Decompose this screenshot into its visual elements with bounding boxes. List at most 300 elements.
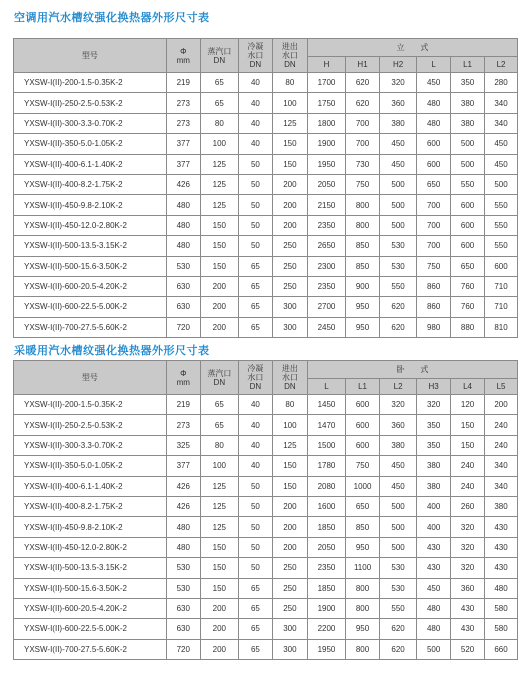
value-cell: 400	[417, 517, 451, 537]
value-cell: 125	[200, 517, 238, 537]
value-cell: 600	[485, 256, 518, 276]
value-cell: 360	[380, 415, 417, 435]
value-cell: 200	[272, 195, 307, 215]
value-cell: 2350	[307, 215, 345, 235]
table-row	[14, 93, 518, 113]
value-cell: 50	[238, 476, 272, 496]
value-cell: 350	[417, 415, 451, 435]
value-cell: 850	[346, 236, 380, 256]
value-cell: 200	[200, 639, 238, 659]
value-cell: 320	[380, 73, 417, 93]
value-cell: 860	[417, 276, 451, 296]
table-row	[14, 134, 518, 154]
table-row	[14, 435, 518, 455]
value-cell: 550	[380, 276, 417, 296]
header-water-port: 进出 水口 DN	[272, 39, 307, 73]
value-cell: 530	[380, 256, 417, 276]
value-cell: 340	[485, 456, 518, 476]
value-cell: 530	[380, 558, 417, 578]
value-cell: 250	[272, 578, 307, 598]
model-cell: YXSW-I(II)-600-22.5-5.00K-2	[14, 619, 167, 639]
value-cell: 580	[485, 619, 518, 639]
value-cell: 377	[166, 456, 200, 476]
value-cell: 500	[417, 639, 451, 659]
value-cell: 200	[272, 537, 307, 557]
header-dim: L	[307, 379, 345, 395]
value-cell: 430	[451, 598, 485, 618]
table-row	[14, 619, 518, 639]
value-cell: 550	[485, 215, 518, 235]
model-cell: YXSW-I(II)-250-2.5-0.53K-2	[14, 93, 167, 113]
value-cell: 2350	[307, 558, 345, 578]
value-cell: 2050	[307, 174, 345, 194]
value-cell: 65	[238, 276, 272, 296]
value-cell: 120	[451, 395, 485, 415]
value-cell: 65	[200, 73, 238, 93]
value-cell: 100	[272, 93, 307, 113]
value-cell: 40	[238, 73, 272, 93]
header-water-port: 进出 水口 DN	[272, 361, 307, 395]
value-cell: 620	[380, 317, 417, 337]
value-cell: 500	[380, 215, 417, 235]
value-cell: 750	[346, 456, 380, 476]
value-cell: 450	[485, 154, 518, 174]
value-cell: 600	[451, 195, 485, 215]
value-cell: 40	[238, 395, 272, 415]
model-cell: YXSW-I(II)-500-15.6-3.50K-2	[14, 256, 167, 276]
model-cell: YXSW-I(II)-350-5.0-1.05K-2	[14, 134, 167, 154]
value-cell: 1700	[307, 73, 345, 93]
table-row	[14, 236, 518, 256]
value-cell: 50	[238, 154, 272, 174]
value-cell: 450	[380, 154, 417, 174]
header-dim: L2	[485, 57, 518, 73]
value-cell: 480	[417, 93, 451, 113]
value-cell: 720	[166, 317, 200, 337]
value-cell: 500	[451, 154, 485, 174]
value-cell: 80	[200, 113, 238, 133]
value-cell: 240	[485, 415, 518, 435]
value-cell: 250	[272, 276, 307, 296]
value-cell: 620	[346, 73, 380, 93]
value-cell: 600	[451, 215, 485, 235]
value-cell: 1900	[307, 598, 345, 618]
model-cell: YXSW-I(II)-300-3.3-0.70K-2	[14, 113, 167, 133]
value-cell: 600	[417, 154, 451, 174]
table-row	[14, 496, 518, 516]
value-cell: 260	[451, 496, 485, 516]
value-cell: 530	[166, 256, 200, 276]
value-cell: 650	[346, 496, 380, 516]
value-cell: 50	[238, 195, 272, 215]
value-cell: 700	[417, 215, 451, 235]
value-cell: 700	[417, 195, 451, 215]
value-cell: 125	[200, 154, 238, 174]
value-cell: 240	[451, 456, 485, 476]
value-cell: 150	[451, 435, 485, 455]
value-cell: 125	[200, 174, 238, 194]
value-cell: 50	[238, 496, 272, 516]
value-cell: 50	[238, 558, 272, 578]
value-cell: 65	[238, 578, 272, 598]
value-cell: 730	[346, 154, 380, 174]
value-cell: 850	[346, 517, 380, 537]
header-condensate-outlet: 冷凝 水口 DN	[238, 361, 272, 395]
value-cell: 65	[238, 598, 272, 618]
value-cell: 65	[238, 317, 272, 337]
value-cell: 100	[200, 134, 238, 154]
value-cell: 200	[200, 598, 238, 618]
value-cell: 900	[346, 276, 380, 296]
value-cell: 200	[200, 297, 238, 317]
value-cell: 280	[485, 73, 518, 93]
header-condensate-outlet: 冷凝 水口 DN	[238, 39, 272, 73]
value-cell: 1750	[307, 93, 345, 113]
table-row	[14, 215, 518, 235]
value-cell: 500	[485, 174, 518, 194]
model-cell: YXSW-I(II)-600-22.5-5.00K-2	[14, 297, 167, 317]
value-cell: 340	[485, 476, 518, 496]
value-cell: 377	[166, 154, 200, 174]
value-cell: 480	[166, 517, 200, 537]
value-cell: 710	[485, 297, 518, 317]
model-cell: YXSW-I(II)-450-9.8-2.10K-2	[14, 195, 167, 215]
value-cell: 530	[166, 558, 200, 578]
value-cell: 200	[200, 276, 238, 296]
value-cell: 200	[272, 174, 307, 194]
table-row	[14, 395, 518, 415]
model-cell: YXSW-I(II)-200-1.5-0.35K-2	[14, 395, 167, 415]
value-cell: 125	[272, 435, 307, 455]
value-cell: 450	[485, 134, 518, 154]
value-cell: 250	[272, 236, 307, 256]
table1-title: 空调用汽水槽纹强化换热器外形尺寸表	[14, 11, 210, 24]
value-cell: 400	[417, 496, 451, 516]
value-cell: 360	[380, 93, 417, 113]
header-dim: L4	[451, 379, 485, 395]
value-cell: 65	[238, 619, 272, 639]
value-cell: 200	[200, 317, 238, 337]
value-cell: 2350	[307, 276, 345, 296]
value-cell: 320	[380, 395, 417, 415]
value-cell: 430	[451, 619, 485, 639]
value-cell: 700	[417, 236, 451, 256]
value-cell: 100	[200, 456, 238, 476]
value-cell: 980	[417, 317, 451, 337]
value-cell: 200	[485, 395, 518, 415]
value-cell: 710	[485, 276, 518, 296]
value-cell: 325	[166, 435, 200, 455]
value-cell: 480	[166, 215, 200, 235]
value-cell: 650	[451, 256, 485, 276]
header-dim: L	[417, 57, 451, 73]
value-cell: 800	[346, 578, 380, 598]
value-cell: 550	[485, 236, 518, 256]
value-cell: 1850	[307, 578, 345, 598]
value-cell: 150	[272, 134, 307, 154]
value-cell: 50	[238, 174, 272, 194]
value-cell: 630	[166, 598, 200, 618]
value-cell: 250	[272, 598, 307, 618]
value-cell: 500	[380, 537, 417, 557]
value-cell: 2700	[307, 297, 345, 317]
value-cell: 700	[346, 134, 380, 154]
value-cell: 450	[380, 456, 417, 476]
value-cell: 65	[238, 297, 272, 317]
value-cell: 150	[200, 558, 238, 578]
value-cell: 530	[380, 236, 417, 256]
value-cell: 550	[485, 195, 518, 215]
header-dim: L1	[346, 379, 380, 395]
table-row	[14, 639, 518, 659]
value-cell: 450	[380, 476, 417, 496]
value-cell: 430	[485, 537, 518, 557]
header-phi: Φ mm	[166, 39, 200, 73]
value-cell: 125	[272, 113, 307, 133]
value-cell: 350	[451, 73, 485, 93]
value-cell: 150	[451, 415, 485, 435]
value-cell: 40	[238, 93, 272, 113]
value-cell: 620	[380, 639, 417, 659]
value-cell: 380	[380, 113, 417, 133]
value-cell: 1850	[307, 517, 345, 537]
value-cell: 630	[166, 619, 200, 639]
model-cell: YXSW-I(II)-450-12.0-2.80K-2	[14, 537, 167, 557]
model-cell: YXSW-I(II)-700-27.5-5.60K-2	[14, 317, 167, 337]
model-cell: YXSW-I(II)-200-1.5-0.35K-2	[14, 73, 167, 93]
value-cell: 1950	[307, 154, 345, 174]
model-cell: YXSW-I(II)-700-27.5-5.60K-2	[14, 639, 167, 659]
model-cell: YXSW-I(II)-250-2.5-0.53K-2	[14, 415, 167, 435]
value-cell: 219	[166, 395, 200, 415]
value-cell: 500	[451, 134, 485, 154]
value-cell: 800	[346, 195, 380, 215]
header-dim: H	[307, 57, 345, 73]
value-cell: 800	[346, 598, 380, 618]
model-cell: YXSW-I(II)-500-13.5-3.15K-2	[14, 236, 167, 256]
value-cell: 630	[166, 297, 200, 317]
model-cell: YXSW-I(II)-400-8.2-1.75K-2	[14, 174, 167, 194]
value-cell: 50	[238, 215, 272, 235]
value-cell: 620	[380, 619, 417, 639]
value-cell: 1100	[346, 558, 380, 578]
header-dim: H3	[417, 379, 451, 395]
header-group-horizontal: 卧 式	[307, 361, 517, 379]
value-cell: 125	[200, 496, 238, 516]
value-cell: 810	[485, 317, 518, 337]
value-cell: 40	[238, 134, 272, 154]
model-cell: YXSW-I(II)-450-9.8-2.10K-2	[14, 517, 167, 537]
value-cell: 100	[272, 415, 307, 435]
value-cell: 320	[451, 537, 485, 557]
value-cell: 150	[200, 236, 238, 256]
model-cell: YXSW-I(II)-500-15.6-3.50K-2	[14, 578, 167, 598]
value-cell: 320	[417, 395, 451, 415]
value-cell: 760	[451, 276, 485, 296]
header-group-vertical: 立 式	[307, 39, 517, 57]
value-cell: 150	[200, 215, 238, 235]
value-cell: 700	[346, 113, 380, 133]
value-cell: 600	[346, 415, 380, 435]
value-cell: 125	[200, 476, 238, 496]
value-cell: 800	[346, 639, 380, 659]
value-cell: 500	[380, 174, 417, 194]
table-row	[14, 578, 518, 598]
table-row	[14, 276, 518, 296]
table-row	[14, 317, 518, 337]
value-cell: 520	[451, 639, 485, 659]
value-cell: 380	[451, 113, 485, 133]
value-cell: 530	[166, 578, 200, 598]
value-cell: 40	[238, 435, 272, 455]
value-cell: 800	[346, 215, 380, 235]
value-cell: 430	[417, 537, 451, 557]
value-cell: 580	[485, 598, 518, 618]
value-cell: 650	[417, 174, 451, 194]
value-cell: 480	[417, 619, 451, 639]
value-cell: 550	[380, 598, 417, 618]
value-cell: 65	[200, 93, 238, 113]
value-cell: 150	[200, 537, 238, 557]
value-cell: 880	[451, 317, 485, 337]
value-cell: 250	[272, 256, 307, 276]
value-cell: 200	[272, 517, 307, 537]
model-cell: YXSW-I(II)-600-20.5-4.20K-2	[14, 276, 167, 296]
value-cell: 600	[417, 134, 451, 154]
value-cell: 2450	[307, 317, 345, 337]
value-cell: 150	[200, 256, 238, 276]
value-cell: 240	[485, 435, 518, 455]
header-dim: L1	[451, 57, 485, 73]
table-row	[14, 113, 518, 133]
value-cell: 320	[451, 517, 485, 537]
model-cell: YXSW-I(II)-600-20.5-4.20K-2	[14, 598, 167, 618]
value-cell: 300	[272, 317, 307, 337]
table-row	[14, 256, 518, 276]
value-cell: 1470	[307, 415, 345, 435]
table-row	[14, 517, 518, 537]
value-cell: 240	[451, 476, 485, 496]
table-row	[14, 537, 518, 557]
value-cell: 65	[238, 256, 272, 276]
value-cell: 40	[238, 456, 272, 476]
table-row	[14, 73, 518, 93]
value-cell: 2080	[307, 476, 345, 496]
value-cell: 80	[272, 395, 307, 415]
value-cell: 250	[272, 558, 307, 578]
table-row	[14, 174, 518, 194]
header-steam-inlet: 蒸汽口 DN	[200, 39, 238, 73]
value-cell: 380	[451, 93, 485, 113]
value-cell: 340	[485, 113, 518, 133]
value-cell: 620	[380, 297, 417, 317]
value-cell: 2150	[307, 195, 345, 215]
table-row	[14, 154, 518, 174]
value-cell: 40	[238, 415, 272, 435]
value-cell: 1000	[346, 476, 380, 496]
table-row	[14, 456, 518, 476]
value-cell: 50	[238, 517, 272, 537]
value-cell: 340	[485, 93, 518, 113]
value-cell: 300	[272, 639, 307, 659]
value-cell: 450	[380, 134, 417, 154]
value-cell: 150	[200, 578, 238, 598]
value-cell: 377	[166, 134, 200, 154]
value-cell: 480	[166, 195, 200, 215]
header-dim: H1	[346, 57, 380, 73]
value-cell: 720	[166, 639, 200, 659]
table-row	[14, 476, 518, 496]
value-cell: 750	[346, 174, 380, 194]
value-cell: 426	[166, 174, 200, 194]
value-cell: 1900	[307, 134, 345, 154]
value-cell: 200	[272, 215, 307, 235]
value-cell: 2650	[307, 236, 345, 256]
value-cell: 1780	[307, 456, 345, 476]
value-cell: 380	[417, 456, 451, 476]
value-cell: 620	[346, 93, 380, 113]
value-cell: 1950	[307, 639, 345, 659]
value-cell: 450	[417, 578, 451, 598]
value-cell: 530	[380, 578, 417, 598]
value-cell: 600	[451, 236, 485, 256]
value-cell: 50	[238, 236, 272, 256]
value-cell: 430	[485, 558, 518, 578]
dimension-table-vertical	[13, 38, 518, 338]
value-cell: 950	[346, 317, 380, 337]
value-cell: 360	[451, 578, 485, 598]
table-row	[14, 297, 518, 317]
value-cell: 480	[417, 598, 451, 618]
value-cell: 450	[417, 73, 451, 93]
header-model: 型号	[14, 39, 167, 73]
value-cell: 125	[200, 195, 238, 215]
value-cell: 50	[238, 537, 272, 557]
value-cell: 2050	[307, 537, 345, 557]
value-cell: 1450	[307, 395, 345, 415]
value-cell: 500	[380, 517, 417, 537]
value-cell: 426	[166, 496, 200, 516]
value-cell: 600	[346, 435, 380, 455]
model-cell: YXSW-I(II)-400-8.2-1.75K-2	[14, 496, 167, 516]
value-cell: 760	[451, 297, 485, 317]
header-steam-inlet: 蒸汽口 DN	[200, 361, 238, 395]
value-cell: 1500	[307, 435, 345, 455]
value-cell: 65	[200, 415, 238, 435]
value-cell: 2200	[307, 619, 345, 639]
value-cell: 273	[166, 415, 200, 435]
value-cell: 950	[346, 297, 380, 317]
value-cell: 660	[485, 639, 518, 659]
table-row	[14, 558, 518, 578]
value-cell: 1800	[307, 113, 345, 133]
value-cell: 950	[346, 537, 380, 557]
model-cell: YXSW-I(II)-400-6.1-1.40K-2	[14, 476, 167, 496]
value-cell: 350	[417, 435, 451, 455]
model-cell: YXSW-I(II)-300-3.3-0.70K-2	[14, 435, 167, 455]
value-cell: 630	[166, 276, 200, 296]
dimension-table-horizontal	[13, 360, 518, 660]
model-cell: YXSW-I(II)-450-12.0-2.80K-2	[14, 215, 167, 235]
value-cell: 1600	[307, 496, 345, 516]
value-cell: 850	[346, 256, 380, 276]
model-cell: YXSW-I(II)-500-13.5-3.15K-2	[14, 558, 167, 578]
value-cell: 80	[272, 73, 307, 93]
value-cell: 150	[272, 154, 307, 174]
value-cell: 273	[166, 93, 200, 113]
value-cell: 600	[346, 395, 380, 415]
value-cell: 200	[200, 619, 238, 639]
